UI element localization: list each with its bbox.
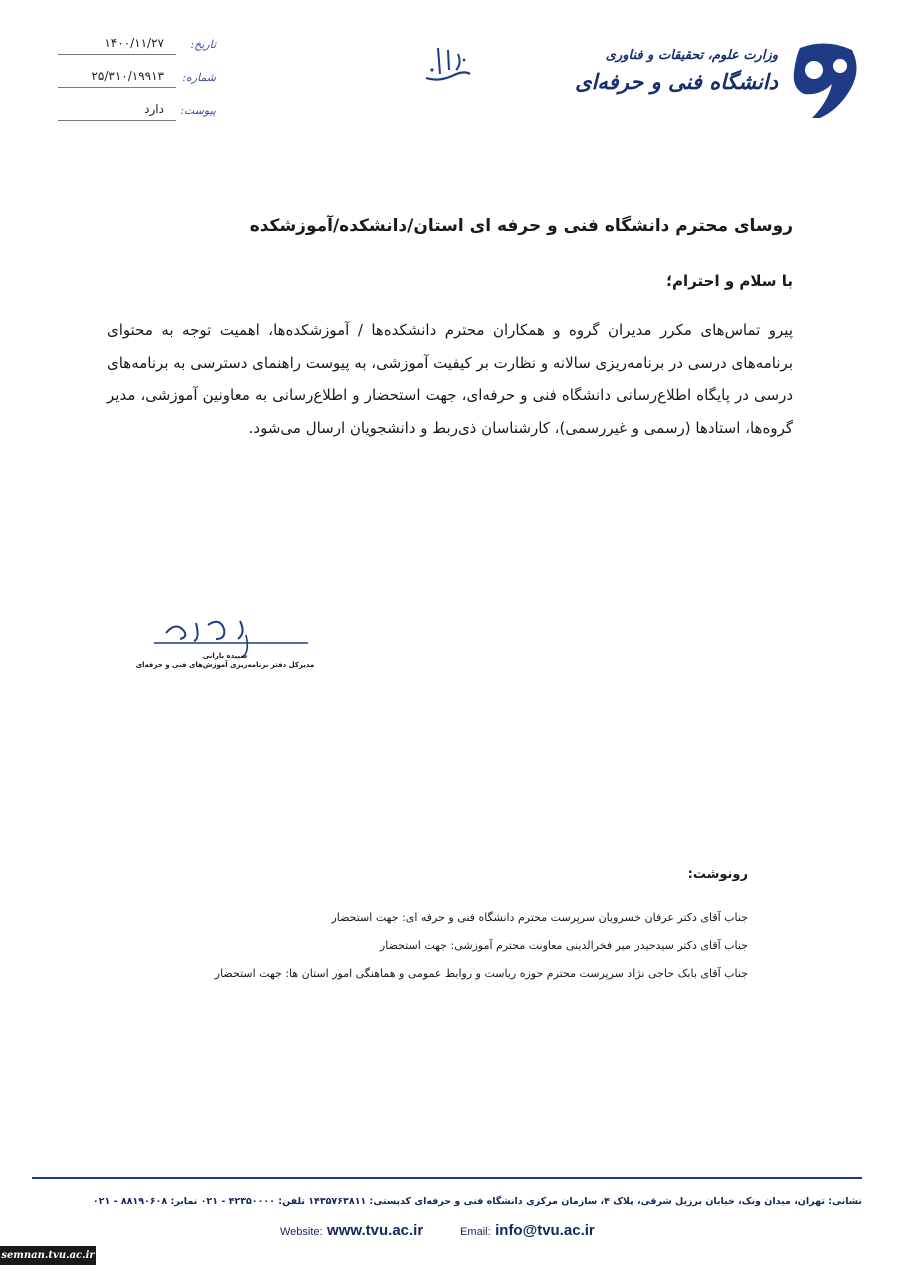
website-label: Website: <box>280 1226 323 1238</box>
signer-position: مدیرکل دفتر برنامه‌ریزی آموزش‌های فنی و حرفه‌ای <box>135 661 315 669</box>
letter-addressee: روسای محترم دانشگاه فنی و حرفه ای استان/دانشکده/آموزشکده <box>249 216 793 236</box>
cc-list <box>128 904 748 988</box>
attachment-label: پیوست: <box>180 104 216 117</box>
number-value: ۲۵/۳۱۰/۱۹۹۱۳ <box>91 69 164 83</box>
cc-title: رونوشت: <box>687 867 748 882</box>
date-label: تاریخ: <box>190 38 216 51</box>
attachment-value: دارد <box>144 102 164 116</box>
source-stamp: semnan.tvu.ac.ir <box>0 1246 96 1265</box>
footer-contacts <box>280 1222 620 1242</box>
university-logo-icon <box>790 40 862 122</box>
bismillah-calligraphy <box>418 40 478 86</box>
website-link[interactable]: www.tvu.ac.ir <box>327 1222 424 1239</box>
cc-item: جناب آقای بابک حاجی نژاد سرپرست محترم حوزه ریاست و روابط عمومی و هماهنگی امور استان ها: جهت استحضار <box>214 967 748 980</box>
cc-item: جناب آقای دکتر سیدحیدر میر فخرالدینی معاونت محترم آموزشی: جهت استحضار <box>379 939 748 952</box>
footer-address: نشانی: تهران، میدان ونک، خیابان برزیل شرقی، پلاک ۴، سازمان مرکزی دانشگاه فنی و حرفه‌ای کدپستی: ۱۴۳۵۷۶۳۸۱۱ تلفن: ۴۲۳۵۰۰۰۰ - ۰۲۱ نمابر: ۸۸۱۹۰۶۰۸ - ۰۲۱ <box>92 1196 862 1207</box>
date-row <box>58 38 216 58</box>
date-value: ۱۴۰۰/۱۱/۲۷ <box>104 36 164 50</box>
university-name: دانشگاه فنی و حرفه‌ای <box>575 69 778 94</box>
attachment-underline <box>58 120 176 121</box>
letter-body: پیرو تماس‌های مکرر مدیران گروه و همکاران محترم دانشکده‌ها / آموزشکده‌ها، اهمیت توجه به محتوای برنامه‌های درسی در برنامه‌ریزی سالانه و نظارت بر کیفیت آموزشی، به پیوست راهنمای دسترسی به برنامه‌های درسی در پایگاه اطلاع‌رسانی دانشگاه فنی و حرفه‌ای، جهت استحضار و اطلاع‌رسانی به معاونین آموزشی، مدیر گروه‌ها، استادها (رسمی و غیررسمی)، کارشناسان ذی‌ربط و دانشجویان ارسال می‌شود. <box>107 321 793 437</box>
date-underline <box>58 54 176 55</box>
number-label: شماره: <box>182 71 216 84</box>
email-link[interactable]: info@tvu.ac.ir <box>495 1222 595 1239</box>
signature-block <box>130 652 320 669</box>
number-row <box>58 71 216 91</box>
signer-name: سپیده بارانی <box>202 652 248 660</box>
email-label: Email: <box>460 1226 491 1238</box>
ministry-header <box>568 48 778 94</box>
attachment-row <box>58 104 216 124</box>
footer-divider <box>32 1177 862 1179</box>
ministry-name: وزارت علوم، تحقیقات و فناوری <box>605 48 778 63</box>
cc-item: جناب آقای دکتر عرفان خسرویان سرپرست محترم دانشگاه فنی و حرفه ای: جهت استحضار <box>331 911 748 924</box>
letter-greeting: با سلام و احترام؛ <box>666 272 793 290</box>
number-underline <box>58 87 176 88</box>
